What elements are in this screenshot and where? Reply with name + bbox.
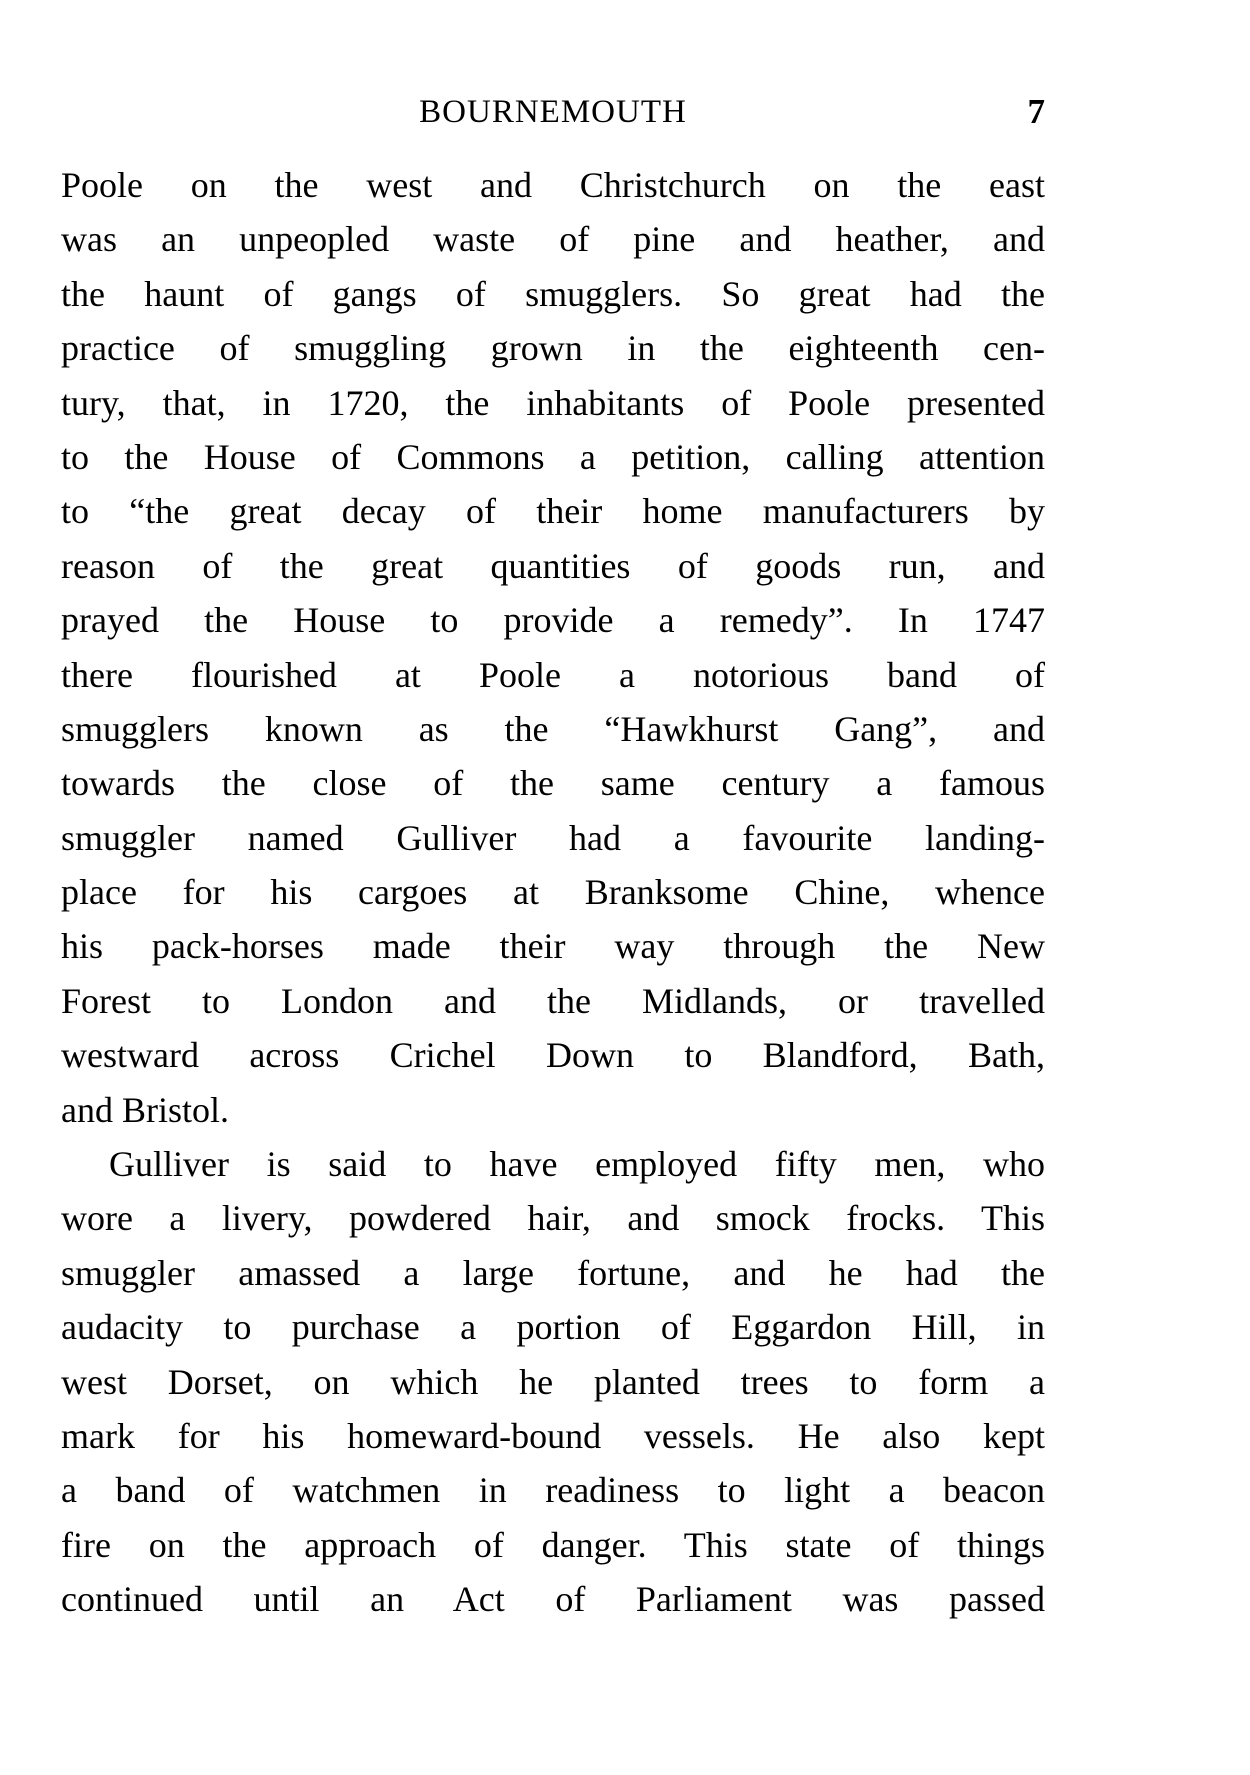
text-line: smugglers known as the “Hawkhurst Gang”, and	[61, 708, 1045, 749]
text-line: Forest to London and the Midlands, or travelled	[61, 980, 1045, 1021]
text-line: a band of watchmen in readiness to light a beacon	[61, 1470, 1045, 1511]
text-line: westward across Crichel Down to Blandford, Bath,	[61, 1035, 1045, 1076]
text-line: wore a livery, powdered hair, and smock frocks. This	[61, 1198, 1045, 1239]
text-line: mark for his homeward-bound vessels. He also kept	[61, 1415, 1045, 1456]
text-line: tury, that, in 1720, the inhabitants of Poole presented	[61, 382, 1045, 423]
text-line: west Dorset, on which he planted trees to form a	[61, 1361, 1045, 1402]
paragraph-1	[61, 158, 1045, 1137]
paragraph-2	[61, 1137, 1045, 1627]
text-line: smuggler amassed a large fortune, and he had the	[61, 1252, 1045, 1293]
text-line: reason of the great quantities of goods run, and	[61, 545, 1045, 586]
text-line: to the House of Commons a petition, calling attention	[61, 436, 1045, 477]
text-line: practice of smuggling grown in the eighteenth cen-	[61, 328, 1045, 369]
text-line: smuggler named Gulliver had a favourite landing-	[61, 817, 1045, 858]
text-line: the haunt of gangs of smugglers. So great had the	[61, 273, 1045, 314]
text-line: Gulliver is said to have employed fifty men, who	[109, 1144, 1045, 1185]
text-line: was an unpeopled waste of pine and heather, and	[61, 219, 1045, 260]
text-line: Poole on the west and Christchurch on the east	[61, 165, 1045, 205]
text-line: prayed the House to provide a remedy”. In 1747	[61, 600, 1045, 641]
page-number: 7	[1027, 92, 1045, 131]
text-line: towards the close of the same century a famous	[61, 763, 1045, 804]
text-line: to “the great decay of their home manufacturers by	[61, 491, 1045, 532]
body-text	[61, 158, 1045, 1627]
text-line: audacity to purchase a portion of Eggardon Hill, in	[61, 1307, 1045, 1348]
text-line: continued until an Act of Parliament was passed	[61, 1579, 1045, 1620]
text-line: fire on the approach of danger. This state of things	[61, 1524, 1045, 1565]
text-line: his pack-horses made their way through the New	[61, 926, 1045, 967]
running-head: BOURNEMOUTH	[419, 94, 687, 130]
text-line: place for his cargoes at Branksome Chine, whence	[61, 872, 1045, 913]
text-line: and Bristol.	[61, 1089, 229, 1130]
page-header	[61, 88, 1045, 138]
text-line: there flourished at Poole a notorious band of	[61, 654, 1045, 695]
